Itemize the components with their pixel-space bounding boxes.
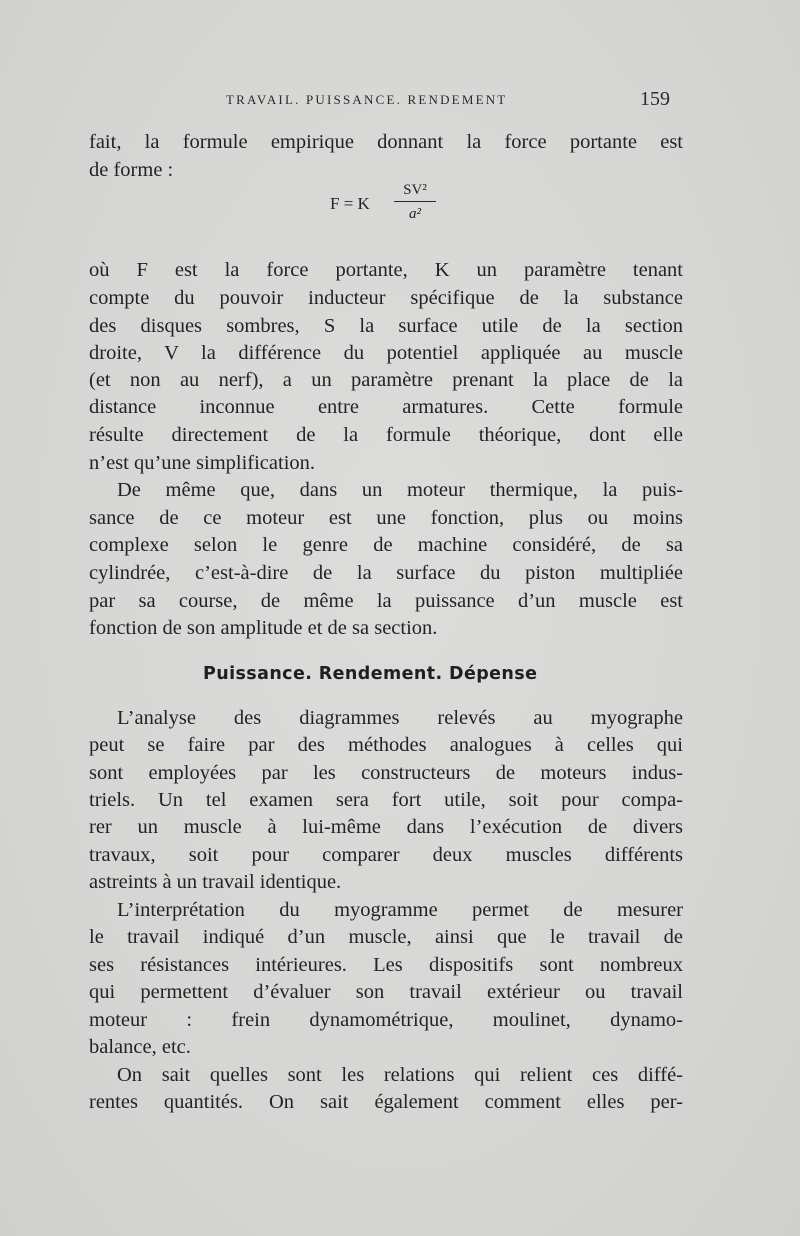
text-line: L’interprétation du myogramme permet de mesurer — [117, 899, 683, 921]
formula-fraction — [394, 180, 436, 224]
text-line: n’est qu’une simplification. — [89, 452, 316, 474]
formula — [330, 180, 460, 236]
text-line: peut se faire par des méthodes analogues à celles qui — [89, 734, 683, 756]
section-heading: Puissance. Rendement. Dépense — [203, 664, 538, 684]
text-line: sance de ce moteur est une fonction, plus ou moins — [89, 507, 683, 529]
text-line: de forme : — [89, 159, 174, 181]
text-line: travaux, soit pour comparer deux muscles différents — [89, 844, 683, 866]
text-line: ses résistances intérieures. Les dispositifs sont nombreux — [89, 954, 683, 976]
text-line: (et non au nerf), a un paramètre prenant la place de la — [89, 369, 683, 391]
text-line: astreints à un travail identique. — [89, 871, 342, 893]
text-line: des disques sombres, S la surface utile de la section — [89, 315, 683, 337]
formula-left: F = K — [330, 194, 370, 213]
running-title: TRAVAIL. PUISSANCE. RENDEMENT — [226, 92, 508, 107]
text-line: complexe selon le genre de machine considéré, de sa — [89, 534, 683, 556]
text-line: le travail indiqué d’un muscle, ainsi que le travail de — [89, 926, 683, 948]
text-line: où F est la force portante, K un paramètre tenant — [89, 259, 683, 281]
text-line: résulte directement de la formule théorique, dont elle — [89, 424, 683, 446]
fraction-bar — [394, 201, 436, 202]
text-line: On sait quelles sont les relations qui relient ces diffé- — [117, 1064, 683, 1086]
text-line: L’analyse des diagrammes relevés au myographe — [117, 707, 683, 729]
text-line: qui permettent d’évaluer son travail extérieur ou travail — [89, 981, 683, 1003]
running-head — [0, 88, 800, 112]
text-line: distance inconnue entre armatures. Cette formule — [89, 396, 683, 418]
text-line: De même que, dans un moteur thermique, la puis- — [117, 479, 683, 501]
text-line: triels. Un tel examen sera fort utile, soit pour compa- — [89, 789, 683, 811]
text-line: balance, etc. — [89, 1036, 191, 1058]
page-number: 159 — [640, 88, 670, 110]
text-line: fonction de son amplitude et de sa section. — [89, 617, 438, 639]
text-line: rentes quantités. On sait également comment elles per- — [89, 1091, 683, 1113]
text-line: sont employées par les constructeurs de moteurs indus- — [89, 762, 683, 784]
text-line: compte du pouvoir inducteur spécifique de la substance — [89, 287, 683, 309]
text-line: cylindrée, c’est-à-dire de la surface du piston multipliée — [89, 562, 683, 584]
text-line: rer un muscle à lui-même dans l’exécution de divers — [89, 816, 683, 838]
formula-numerator: SV² — [403, 182, 427, 198]
text-line: fait, la formule empirique donnant la force portante est — [89, 131, 683, 153]
formula-denominator: a² — [409, 206, 421, 222]
text-line: moteur : frein dynamométrique, moulinet, dynamo- — [89, 1009, 683, 1031]
text-line: droite, V la différence du potentiel appliquée au muscle — [89, 342, 683, 364]
text-line: par sa course, de même la puissance d’un muscle est — [89, 590, 683, 612]
